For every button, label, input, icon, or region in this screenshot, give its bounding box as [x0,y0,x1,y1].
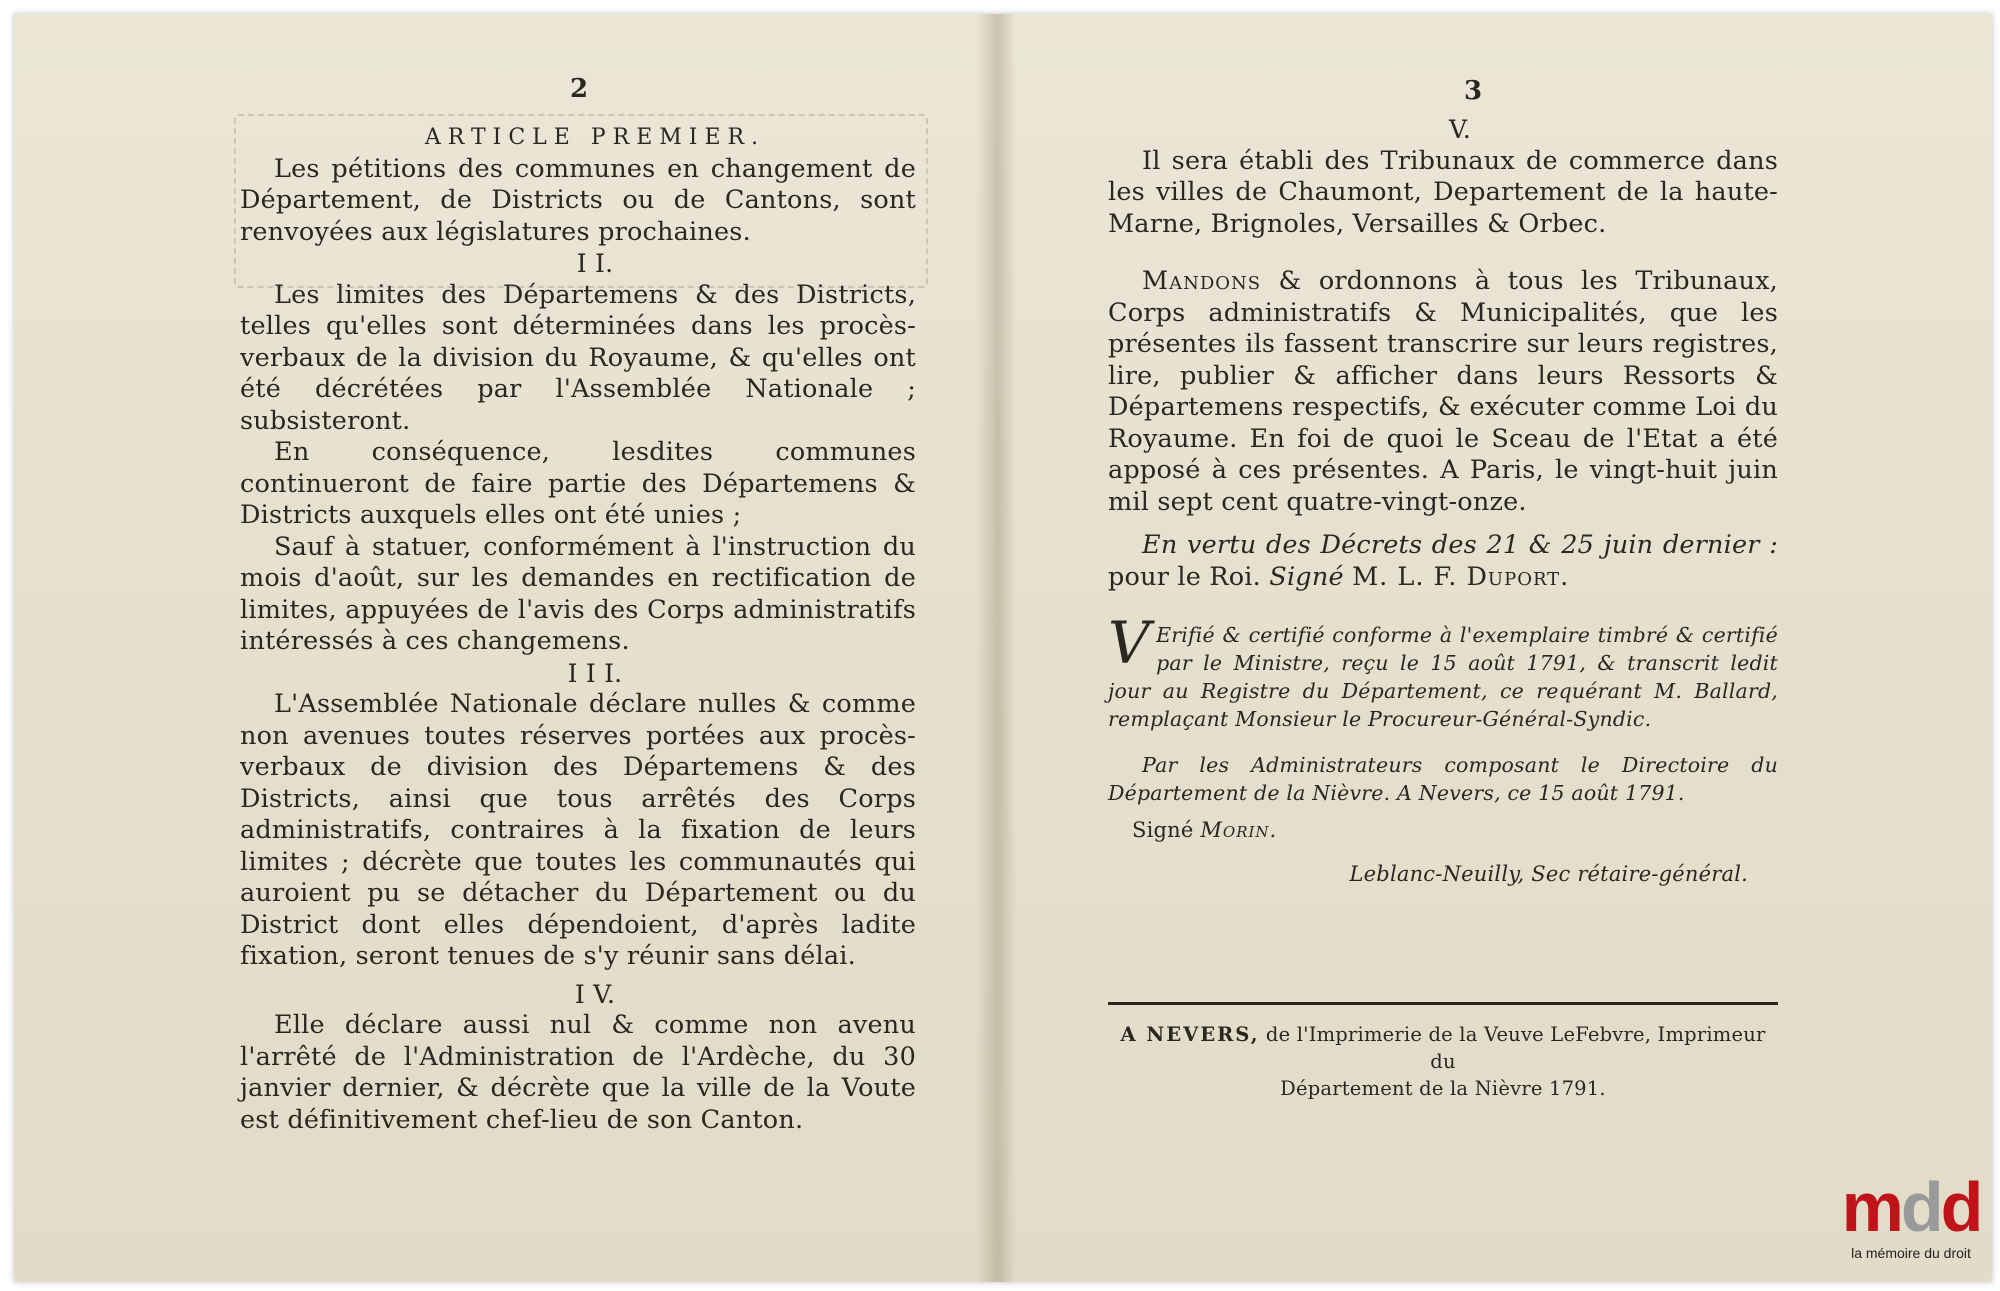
article-2-heading: I I. [576,249,614,278]
imprint-block [1108,1021,1778,1102]
signe-morin-label: Signé [1132,818,1194,842]
article-5-text: Il sera établi des Tribunaux de commerce dans les villes de Chaumont, Departement de la haute-Marne, Brignoles, Versailles & Orbec. [1108,145,1778,239]
certification-initial: V [1108,609,1151,677]
logo-mark: mdd [1841,1168,1981,1246]
article-2-paragraph-2: En conséquence, lesdites communes continueront de faire partie des Départemens & Districts auxquels elles ont été unies ; [240,437,916,530]
article-heading: ARTICLE PREMIER. [424,125,766,150]
page-number-right: 3 [1464,76,1483,106]
article-3-heading: I I I. [567,658,623,688]
decrets-italic: En vertu des Décrets des 21 & 25 juin dernier : [1142,530,1778,560]
imprint-line-1: de l'Imprimerie de la Veuve LeFebvre, Imprimeur du [1265,1023,1766,1073]
article-5-heading: V. [1448,115,1472,144]
secretary-signature: Leblanc-Neuilly, Sec rétaire-général. [1349,861,1748,886]
article-3-text: L'Assemblée Nationale déclare nulles & comme non avenues toutes réserves portées aux procès-verbaux de division des Départemens & des Districts, ainsi que tous arrêtés des Corps administratifs, contraires à la fixation de leurs limites ; décrète que toutes les communautés qui auroient pu se détacher du Département ou du District dont elles dépendoient, d'après ladite fixation, seront tenues de s'y réunir sans délai. [240,689,916,971]
decrets-pour: pour le Roi. [1108,561,1261,592]
mdd-logo [1836,1168,1986,1281]
article-2-paragraph-3: Sauf à statuer, conformément à l'instruction du mois d'août, sur les demandes en rectification de limites, appuyées de l'avis des Corps administratifs intéressés à ces changemens. [240,531,916,656]
right-page [994,14,1992,1282]
right-text-column [1108,114,1778,1102]
mandons-text: & ordonnons à tous les Tribunaux, Corps administratifs & Municipalités, que les présentes ils fassent transcrire sur leurs registres, lire, publier & afficher dans leurs Ressorts & Départemens respectifs, & exécuter comme Loi du Royaume. En foi de quoi le Sceau de l'Etat a été apposé à ces présentes. A Paris, le vingt-huit juin mil sept cent quatre-vingt-onze. [1108,266,1778,517]
page-number-left: 2 [570,74,589,104]
left-text-column [240,122,916,1136]
administrators-text: Par les Administrateurs composant le Directoire du Département de la Nièvre. A Nevers, ce 15 août 1791. [1108,753,1778,805]
article-2-paragraph-1: Les limites des Départemens & des Districts, telles qu'elles sont déterminées dans les procès-verbaux de la division du Royaume, & qu'elles ont été décrétées par l'Assemblée Nationale ; subsisteront. [240,279,916,436]
book-gutter [976,14,1016,1282]
certification-text: Erifié & certifié conforme à l'exemplaire timbré & certifié par le Ministre, reçu le 15 août 1791, & transcrit ledit jour au Registre du Département, ce requérant M. Ballard, remplaçant Monsieur le Procureur-Général-Syndic. [1108,623,1778,731]
decrets-paragraph [1108,530,1778,593]
article-4-heading: I V. [574,979,616,1009]
mandons-paragraph [1108,266,1778,518]
certification-block [1108,609,1778,733]
mandons-lead: Mandons [1142,266,1262,296]
signe-morin-name: Morin. [1200,818,1278,842]
logo-tagline: la mémoire du droit [1851,1245,1971,1261]
left-page [14,14,994,1282]
signe-label: Signé [1269,561,1344,592]
article-1-text: Les pétitions des communes en changement de Département, de Districts ou de Cantons, sont renvoyées aux législatures prochaines. [240,153,916,247]
book-spread [14,14,1992,1282]
article-4-text: Elle déclare aussi nul & comme non avenu l'arrêté de l'Administration de l'Ardèche, du 30 janvier dernier, & décrète que la ville de la Voute est définitivement chef-lieu de son Canton. [240,1010,916,1135]
signe-morin-line [1108,815,1778,847]
signatory-name: M. L. F. Duport. [1352,561,1570,592]
imprint-line-2: Département de la Nièvre 1791. [1280,1077,1606,1100]
imprint-lead: A NEVERS, [1120,1023,1260,1046]
